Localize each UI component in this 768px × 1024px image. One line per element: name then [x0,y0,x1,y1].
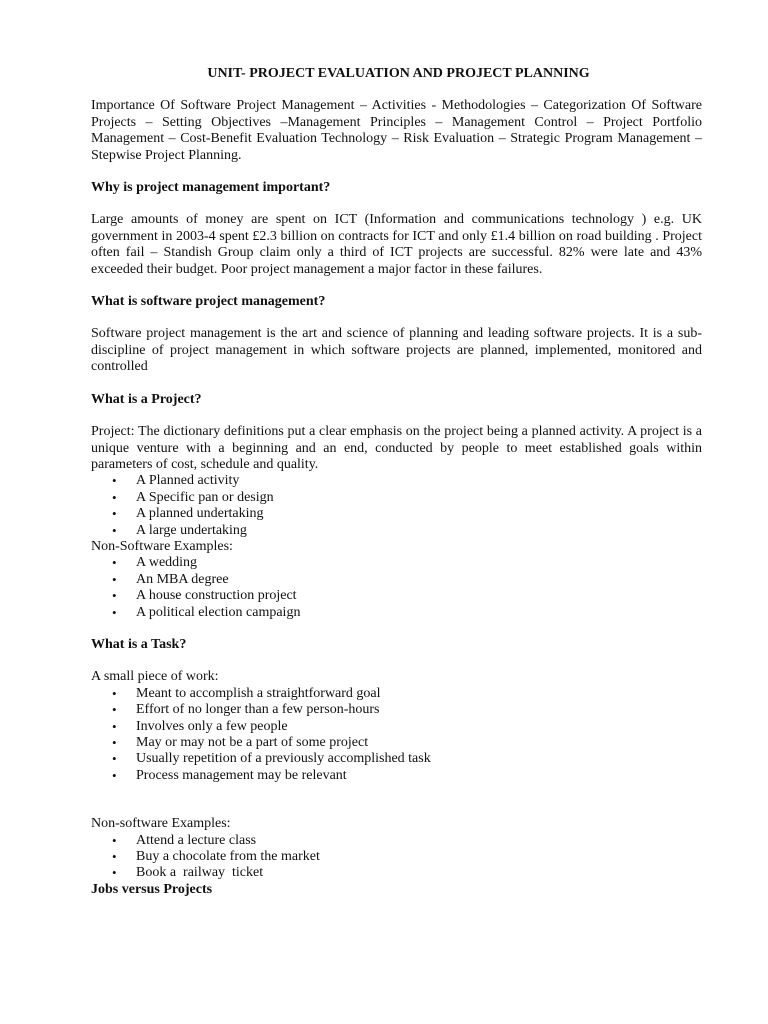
bullet-icon: • [112,571,117,587]
list-item: • Book a railway ticket [112,865,264,881]
list-item: • A wedding [112,555,198,571]
list-item: • A planned undertaking [112,506,264,522]
bullet-icon: • [112,832,117,848]
list-item: • An MBA degree [112,571,229,587]
list-item: • Buy a chocolate from the market [112,849,320,865]
heading-what-is-spm: What is software project management? [91,294,326,310]
heading-what-is-task: What is a Task? [91,636,187,652]
bullet-icon: • [112,849,117,865]
document-page [91,66,702,898]
bullet-icon: • [112,767,117,783]
bullet-icon: • [112,604,117,620]
document-title: UNIT- PROJECT EVALUATION AND PROJECT PLANNING [207,66,590,81]
list-item: • Attend a lecture class [112,832,257,848]
bullet-icon: • [112,735,117,750]
list-item: • A Planned activity [112,473,240,489]
list-item: • Process management may be relevant [112,767,347,783]
paragraph-what-is-project: Project: The dictionary definitions put a clear emphasis on the project being a planned activity. A project is a unique venture with a beginning and an end, conducted by people to meet established goals within parameters of cost, schedule and quality. [91,424,702,472]
project-examples-label: Non-Software Examples: [91,538,233,554]
bullet-icon: • [112,522,117,538]
bullet-icon: • [112,555,117,571]
list-item: • A Specific pan or design [112,489,274,505]
list-item: • Meant to accomplish a straightforward goal [112,685,381,701]
bullet-icon: • [112,588,117,604]
paragraph-why-pm-important: Large amounts of money are spent on ICT (Information and communications technology ) e.g. UK government in 2003-4 spent £2.3 billion on contracts for ICT and only £1.4 billion on road building . Project often fail – Standish Group claim only a third of ICT projects are successful. 82% were late and 43% exceeded their budget. Poor project management a major factor in these failures. [91,212,702,277]
bullet-icon: • [112,718,117,734]
intro-paragraph: Importance Of Software Project Management – Activities - Methodologies – Categorization Of Software Projects – Setting Objectives –Management Principles – Management Control – Project Portfolio Management – Cost-Benefit Evaluation Technology – Risk Evaluation – Strategic Program Management – Stepwise Project Planning. [91,98,702,163]
task-examples-label: Non-software Examples: [91,816,231,832]
spacer [91,784,702,816]
project-characteristics-list [91,473,702,539]
paragraph-what-is-spm: Software project management is the art and science of planning and leading software projects. It is a sub-discipline of project management in which software projects are planned, implemented, monitored and controlled [91,326,702,375]
bullet-icon: • [112,506,117,522]
task-examples-list [91,833,702,882]
list-item: • A large undertaking [112,522,247,538]
bullet-icon: • [112,489,117,505]
heading-why-pm-important: Why is project management important? [91,180,331,196]
bullet-icon: • [112,685,117,701]
heading-jobs-vs-projects: Jobs versus Projects [91,881,213,897]
bullet-icon: • [112,473,117,489]
bullet-icon: • [112,865,117,881]
bullet-icon: • [112,702,117,718]
project-examples-list [91,555,702,621]
list-item: • A house construction project [112,588,297,604]
list-item: • May or may not be a part of some project [112,735,369,750]
heading-what-is-project: What is a Project? [91,391,202,407]
list-item: • Usually repetition of a previously accomplished task [112,751,431,767]
list-item: • A political election campaign [112,604,301,620]
task-lead-text: A small piece of work: [91,669,219,685]
list-item: • Effort of no longer than a few person-hours [112,702,380,718]
list-item: • Involves only a few people [112,718,288,734]
task-characteristics-list [91,686,702,784]
bullet-icon: • [112,751,117,767]
